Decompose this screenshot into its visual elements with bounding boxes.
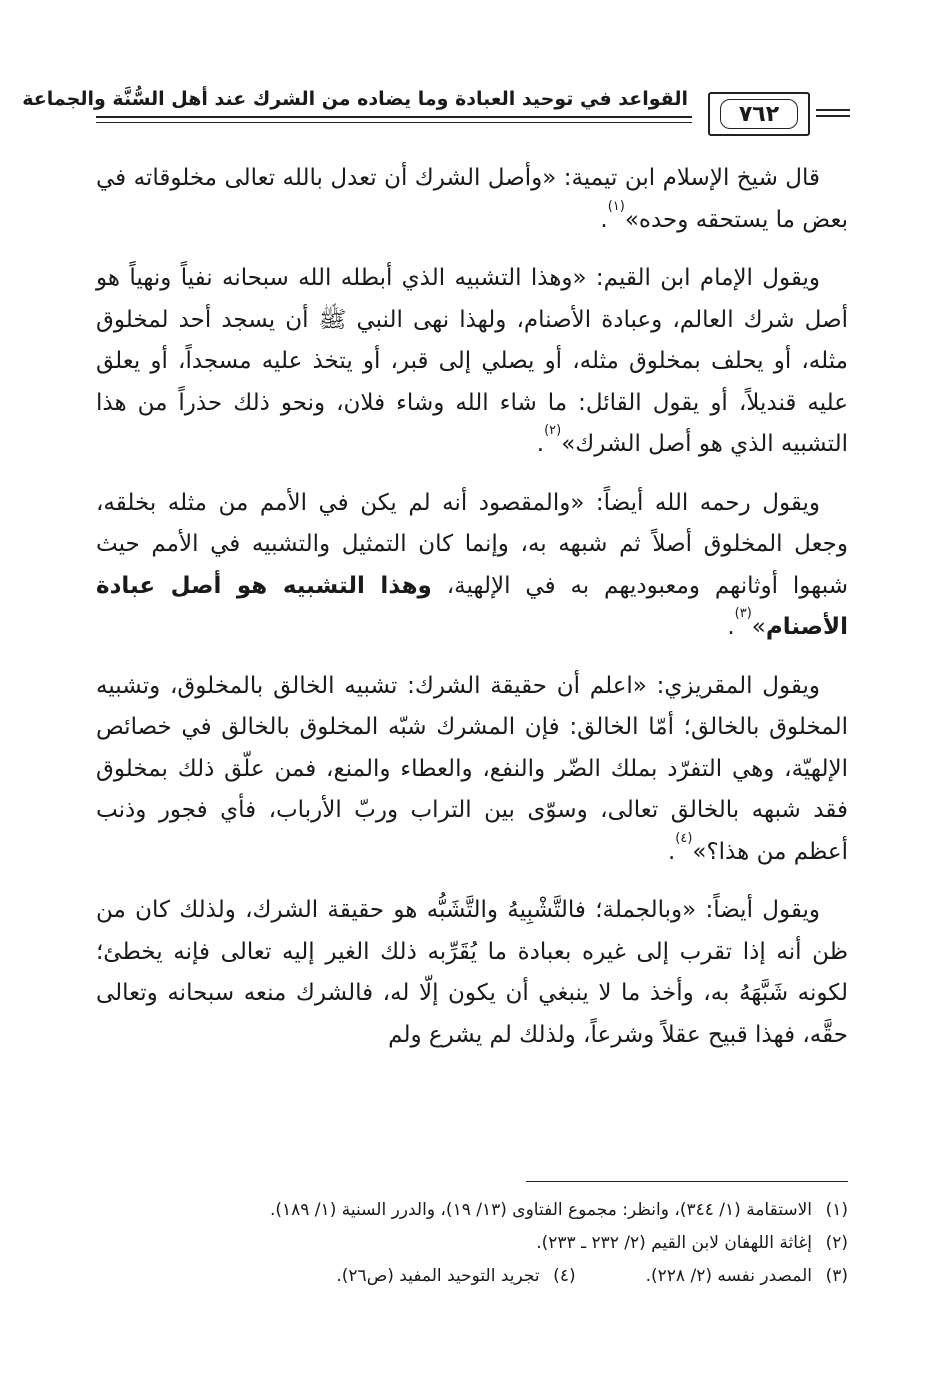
- paragraph: [96, 483, 848, 649]
- paragraph: [96, 890, 848, 1056]
- running-title-rest: في توحيد العبادة وما يضاده من الشرك عند أهل السُّنَّة والجماعة: [22, 88, 619, 110]
- paragraph-text: قال شيخ الإسلام ابن تيمية: «وأصل الشرك أن تعدل بالله تعالى مخلوقاته في بعض ما يستحقه وحده»: [96, 165, 848, 233]
- paragraph-text: ويقول المقريزي: «اعلم أن حقيقة الشرك: تشبيه الخالق بالمخلوق، وتشبيه المخلوق بالخالق؛ أمّا الخالق: فإن المشرك شبّه المخلوق بالخالق في خصائص الإلهيّة، وهي التفرّد بملك الضّر والنفع، والعطاء والمنع، فمن علّق ذلك بمخلوق فقد شبهه بالخالق تعالى، وسوّى بين التراب وربّ الأرباب، فأي فجور وذنب أعظم من هذا؟»: [96, 672, 848, 865]
- page-number-ornament: [816, 115, 850, 117]
- footnote-ref: (١): [607, 198, 625, 214]
- footnote-ref: (٢): [544, 423, 562, 438]
- footnote-number: (٢): [825, 1233, 848, 1253]
- paragraph: [96, 158, 848, 241]
- footnote-ref: (٤): [675, 830, 693, 846]
- page-number-frame: [708, 92, 810, 136]
- quote-close: »: [751, 614, 766, 640]
- paragraph-end: .: [536, 431, 545, 457]
- footnotes: [96, 1194, 848, 1293]
- paragraph-end: .: [727, 614, 735, 640]
- footnote-text: الاستقامة (١/ ٣٤٤)، وانظر: مجموع الفتاوى (١٣/ ١٩)، والدرر السنية (١/ ١٨٩).: [269, 1200, 812, 1220]
- footnote-text: تجريد التوحيد المفيد (ص٢٦).: [336, 1266, 540, 1286]
- header-rule: [96, 116, 692, 118]
- footnote: [96, 1227, 848, 1260]
- footnote-number: (٤): [553, 1266, 576, 1286]
- footnote-number: (١): [825, 1200, 848, 1220]
- footnote-ref: (٣): [734, 606, 752, 621]
- footnote-row: [96, 1260, 848, 1293]
- paragraph-text: ويقول الإمام ابن القيم: «وهذا التشبيه الذي أبطله الله سبحانه نفياً ونهياً هو أصل شرك العالم، وعبادة الأصنام، ولهذا نهى النبي ﷺ أن يسجد أحد لمخلوق مثله، أو يحلف بمخلوق مثله، أو يصلي إلى قبر، أو يتخذ عليه مسجداً، أو يعلق عليه قنديلاً، أو يقول القائل: ما شاء الله وشاء فلان، ونحو ذلك حذراً من هذا التشبيه الذي هو أصل الشرك»: [96, 265, 848, 457]
- footnote: [96, 1194, 848, 1227]
- page-number: ٧٦٢: [720, 99, 798, 129]
- paragraph: [96, 258, 848, 466]
- page-header: [22, 82, 848, 138]
- footnote-separator: [526, 1181, 848, 1182]
- header-rule-thin: [96, 122, 692, 123]
- paragraph-end: .: [600, 206, 608, 233]
- paragraph-end: .: [667, 838, 676, 865]
- paragraph-text: ويقول أيضاً: «وبالجملة؛ فالتَّشْبِيهُ والتَّشَبُّه هو حقيقة الشرك، ولذلك كان من ظن أنه إذا تقرب إلى غيره بعبادة ما يُقَرِّبه ذلك الغير إليه تعالى فإنه يخطئ؛ لكونه شَبَّهَهُ به، وأخذ ما لا ينبغي أن يكون إلّا له، فالشرك منعه سبحانه وتعالى حقَّه، فهذا قبيح عقلاً وشرعاً، ولذلك لم يشرع ولم: [96, 897, 848, 1048]
- bold-emphasis: وهذا التشبيه هو أصل عبادة الأصنام: [96, 572, 848, 640]
- paragraph: [96, 666, 848, 874]
- footnote-number: (٣): [825, 1266, 848, 1286]
- footnote-text: المصدر نفسه (٢/ ٢٢٨).: [645, 1266, 812, 1286]
- page-number-ornament: [816, 109, 850, 111]
- main-text: [96, 158, 848, 1073]
- running-title: [22, 88, 688, 110]
- paragraph-text: ويقول رحمه الله أيضاً: «والمقصود أنه لم يكن في الأمم من مثله بخلقه، وجعل المخلوق أصلاً ثم شبهه به، وإنما كان التمثيل والتشبيه في الأمم حيث شبهوا أوثانهم ومعبوديهم به في الإلهية،: [96, 489, 848, 599]
- running-title-lead: القواعد: [618, 88, 688, 110]
- footnote-text: إغاثة اللهفان لابن القيم (٢/ ٢٣٢ ـ ٢٣٣).: [536, 1233, 812, 1253]
